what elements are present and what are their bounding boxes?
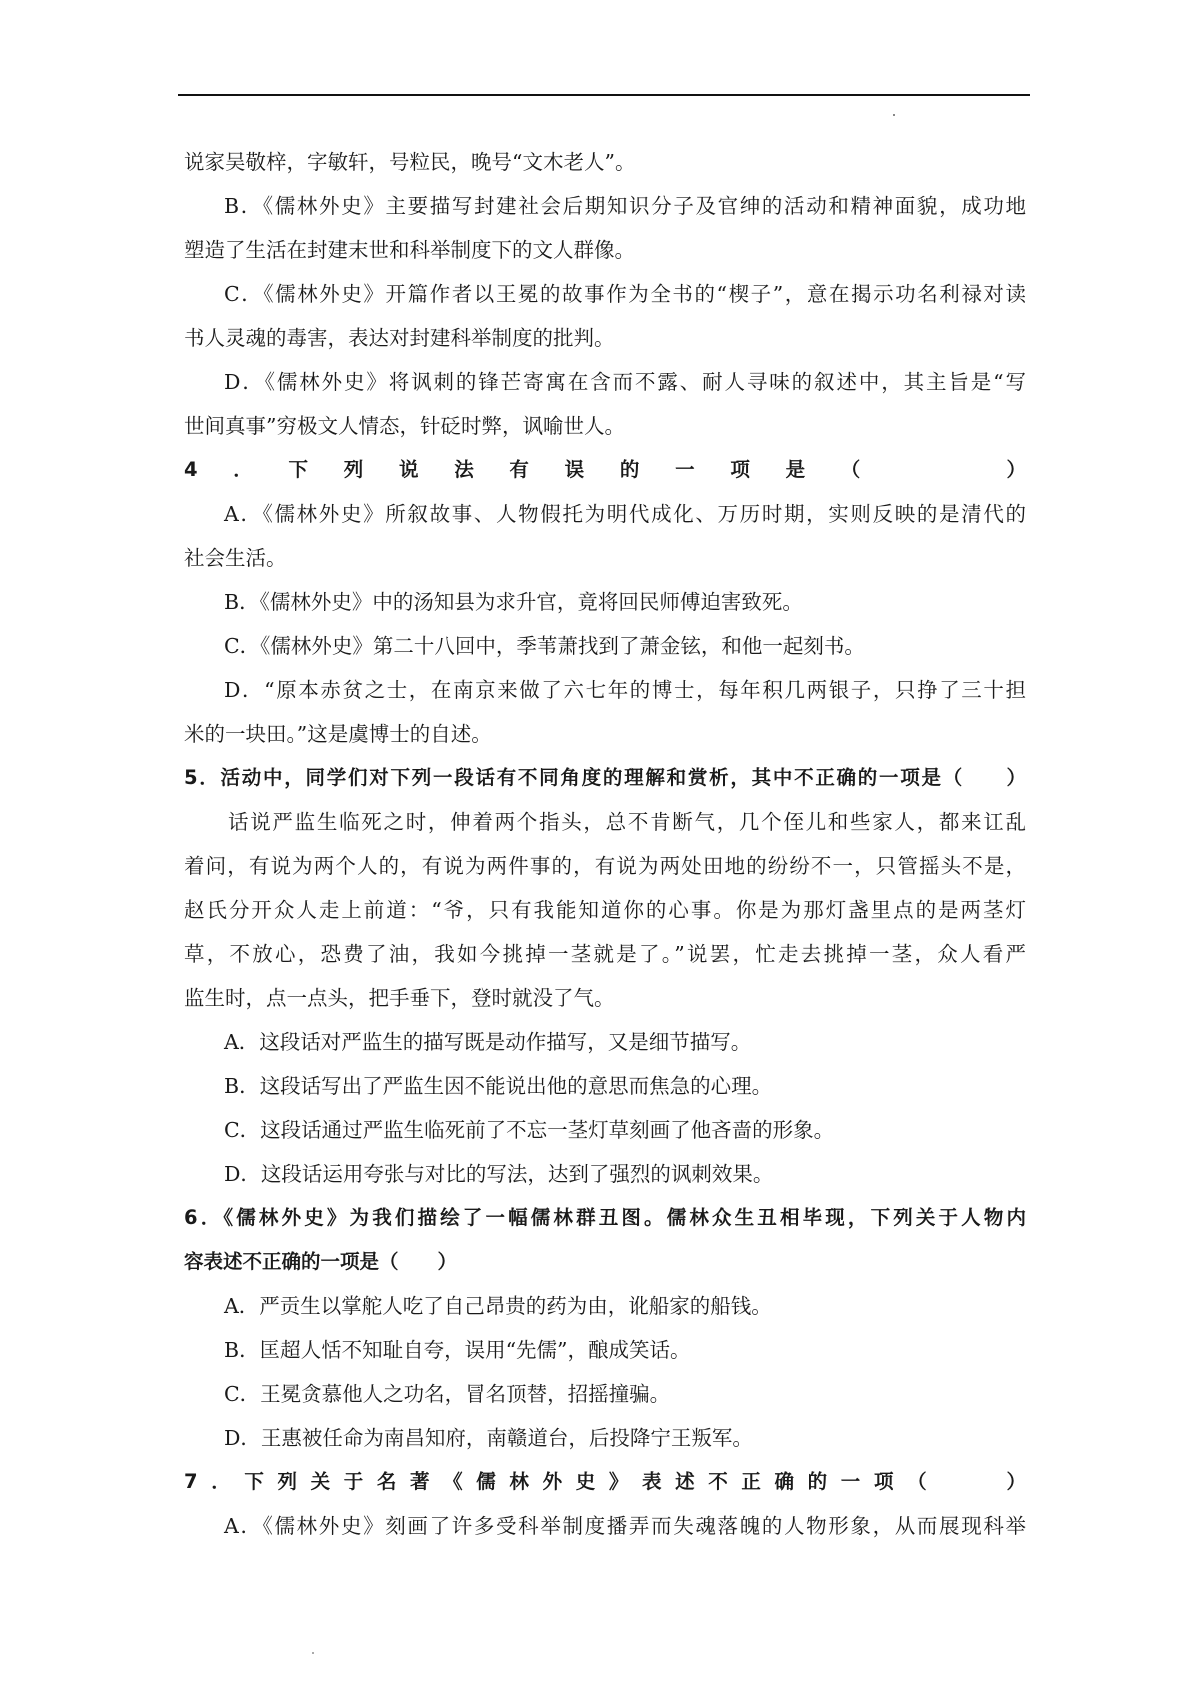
text-line: A．《儒林外史》刻画了许多受科举制度播弄而失魂落魄的人物形象，从而展现科举 — [224, 1514, 1026, 1538]
text-line: C．这段话通过严监生临死前了不忘一茎灯草刻画了他吝啬的形象。 — [224, 1118, 835, 1142]
question-line: 5．活动中，同学们对下列一段话有不同角度的理解和赏析，其中不正确的一项是（ ） — [184, 766, 1026, 789]
document-body — [184, 140, 1026, 1548]
text-line: C．《儒林外史》第二十八回中，季苇萧找到了萧金铉，和他一起刻书。 — [224, 634, 865, 658]
text-line: C．《儒林外史》开篇作者以王冕的故事作为全书的“楔子”，意在揭示功名利禄对读 — [224, 282, 1026, 306]
text-line: D．“原本赤贫之士，在南京来做了六七年的博士，每年积几两银子，只挣了三十担 — [224, 678, 1026, 702]
text-line: A．《儒林外史》所叙故事、人物假托为明代成化、万历时期，实则反映的是清代的 — [224, 502, 1026, 526]
text-line: B．这段话写出了严监生因不能说出他的意思而焦急的心理。 — [224, 1074, 773, 1098]
text-line: B．《儒林外史》中的汤知县为求升官，竟将回民师傅迫害致死。 — [224, 590, 803, 614]
text-line: 说家吴敬梓，字敏轩，号粒民，晚号“文木老人”。 — [184, 150, 636, 174]
text-line: D．这段话运用夸张与对比的写法，达到了强烈的讽刺效果。 — [224, 1162, 774, 1186]
text-line: B．《儒林外史》主要描写封建社会后期知识分子及官绅的活动和精神面貌，成功地 — [224, 194, 1026, 218]
header-rule — [178, 94, 1030, 96]
text-line: A．严贡生以掌舵人吃了自己昂贵的药为由，讹船家的船钱。 — [224, 1294, 772, 1318]
text-line: 监生时，点一点头，把手垂下，登时就没了气。 — [184, 986, 615, 1010]
text-line: 赵氏分开众人走上前道：“爷，只有我能知道你的心事。你是为那灯盏里点的是两茎灯 — [184, 898, 1026, 922]
question-line: 6．《儒林外史》为我们描绘了一幅儒林群丑图。儒林众生丑相毕现，下列关于人物内 — [184, 1206, 1026, 1229]
text-line: C．王冕贪慕他人之功名，冒名顶替，招摇撞骗。 — [224, 1382, 671, 1406]
text-line: D．《儒林外史》将讽刺的锋芒寄寓在含而不露、耐人寻味的叙述中，其主旨是“写 — [224, 370, 1026, 394]
text-line: 草，不放心，恐费了油，我如今挑掉一茎就是了。”说罢，忙走去挑掉一茎，众人看严 — [184, 942, 1026, 966]
text-line: 塑造了生活在封建末世和科举制度下的文人群像。 — [184, 238, 635, 262]
text-line: 社会生活。 — [184, 546, 287, 570]
text-line: 书人灵魂的毒害，表达对封建科举制度的批判。 — [184, 326, 615, 350]
text-line: 米的一块田。”这是虞博士的自述。 — [184, 722, 492, 746]
text-line: D．王惠被任命为南昌知府，南赣道台，后投降宁王叛军。 — [224, 1426, 753, 1450]
question-line: 容表述不正确的一项是（ ） — [184, 1250, 458, 1273]
question-line: 4．下列说法有误的一项是（ ） — [184, 458, 1026, 481]
question-line: 7．下列关于名著《儒林外史》表述不正确的一项（ ） — [184, 1470, 1026, 1493]
text-line: 世间真事”穷极文人情态，针砭时弊，讽喻世人。 — [184, 414, 625, 438]
scan-speck — [312, 1652, 314, 1654]
text-line: B．匡超人恬不知耻自夸，误用“先儒”，酿成笑话。 — [224, 1338, 691, 1362]
text-line: 着问，有说为两个人的，有说为两件事的，有说为两处田地的纷纷不一，只管摇头不是， — [184, 854, 1026, 878]
scan-speck — [893, 114, 895, 116]
text-line: 话说严监生临死之时，伸着两个指头，总不肯断气，几个侄儿和些家人，都来讧乱 — [228, 810, 1026, 834]
text-line: A．这段话对严监生的描写既是动作描写，又是细节描写。 — [224, 1030, 752, 1054]
